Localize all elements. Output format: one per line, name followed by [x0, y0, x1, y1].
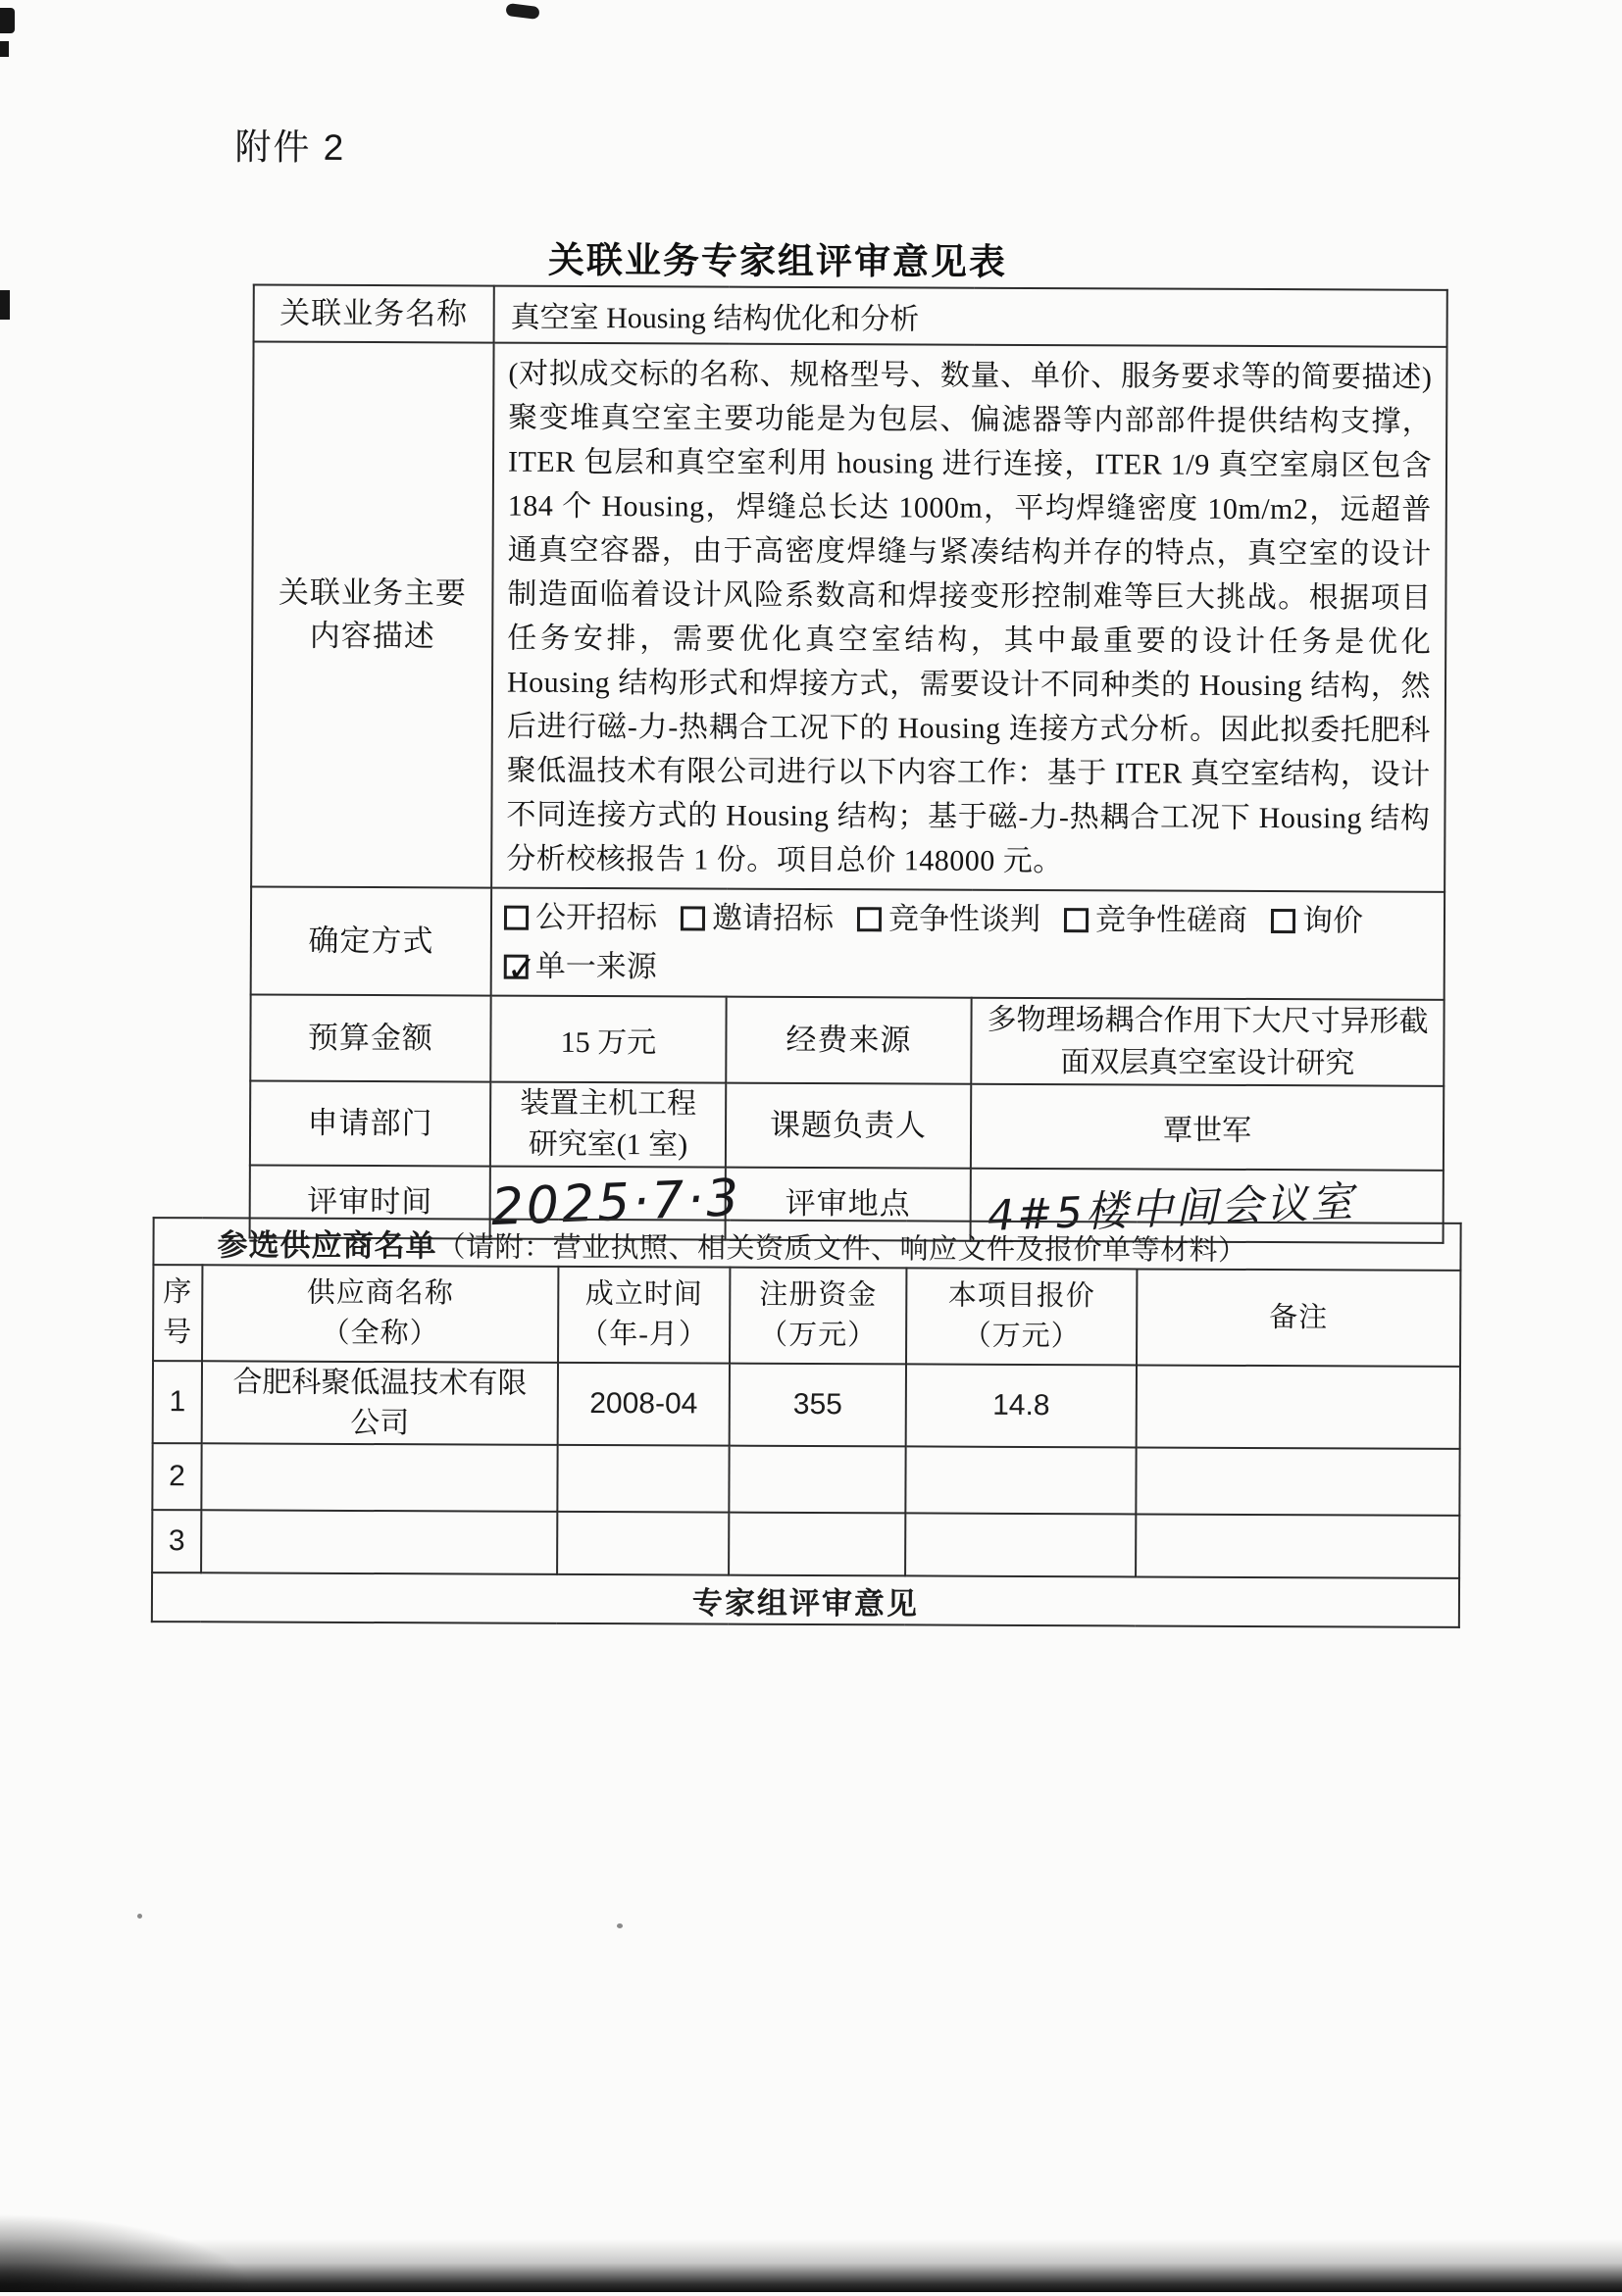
supplier-2-note	[1136, 1447, 1459, 1515]
supplier-row-2	[152, 1443, 1459, 1516]
supplier-2-quote	[905, 1446, 1136, 1514]
handwritten-location: 4#5楼中间会议室	[987, 1176, 1357, 1241]
supplier-2-name	[201, 1443, 557, 1512]
supplier-row-1	[153, 1361, 1460, 1449]
supplier-1-name: 合肥科聚低温技术有限公司	[202, 1361, 558, 1445]
leader-value: 覃世军	[971, 1084, 1444, 1171]
checkbox-inquiry-icon	[1271, 909, 1295, 933]
row-budget-funding	[250, 995, 1444, 1086]
supplier-1-note	[1137, 1365, 1460, 1448]
suppliers-section-header	[153, 1218, 1460, 1271]
option-single-source-label: 单一来源	[534, 948, 657, 984]
option-competitive-negotiation	[857, 901, 1040, 936]
supplier-1-no: 1	[153, 1361, 202, 1443]
option-open-tender	[504, 900, 657, 935]
col-header-quote: 本项目报价 （万元）	[906, 1268, 1137, 1365]
review-place-label: 评审地点	[726, 1168, 971, 1241]
description-label: 关联业务主要 内容描述	[251, 342, 493, 888]
supplier-1-founded: 2008-04	[558, 1363, 730, 1446]
opinion-title: 专家组评审意见	[152, 1572, 1459, 1627]
supplier-3-founded	[557, 1512, 729, 1575]
checkbox-open-tender-icon	[504, 906, 529, 930]
scan-artifact-top-left-1	[0, 8, 15, 33]
option-inquiry-label: 询价	[1301, 903, 1364, 938]
supplier-1-quote: 14.8	[906, 1364, 1137, 1447]
col-header-no: 序 号	[153, 1265, 202, 1361]
supplier-3-quote	[905, 1513, 1136, 1576]
option-competitive-consultation-label: 竞争性磋商	[1094, 902, 1248, 937]
supplier-row-3	[152, 1510, 1459, 1578]
review-time-label: 评审时间	[250, 1166, 490, 1239]
department-label: 申请部门	[250, 1081, 490, 1167]
supplier-1-capital: 355	[730, 1364, 906, 1447]
method-label: 确定方式	[251, 887, 491, 996]
opinion-header-row	[152, 1572, 1459, 1627]
supplier-3-capital	[729, 1513, 905, 1576]
budget-value: 15 万元	[490, 996, 726, 1083]
supplier-2-capital	[729, 1446, 905, 1514]
scan-artifact-left-edge	[0, 290, 10, 320]
business-name-value: 真空室 Housing 结构优化和分析	[494, 286, 1447, 347]
col-header-note: 备注	[1137, 1269, 1460, 1366]
scan-speck-1	[137, 1914, 142, 1919]
method-options-group	[491, 888, 1445, 1000]
suppliers-section-header-row	[153, 1218, 1460, 1271]
supplier-3-no: 3	[152, 1510, 201, 1572]
option-invited-tender	[681, 900, 834, 935]
option-single-source	[504, 949, 657, 984]
col-header-founded: 成立时间 （年-月）	[558, 1267, 730, 1364]
option-competitive-consultation	[1064, 902, 1247, 937]
suppliers-section-note: （请附：营业执照、相关资质文件、响应文件及报价单等材料）	[436, 1230, 1247, 1267]
handwritten-date: 2025·7·3	[489, 1169, 743, 1238]
checkbox-competitive-consultation-icon	[1064, 908, 1089, 932]
attachment-label: 附件 2	[234, 126, 346, 168]
checkbox-invited-tender-icon	[681, 906, 705, 930]
option-open-tender-label: 公开招标	[534, 899, 658, 935]
description-value: (对拟成交标的名称、规格型号、数量、单价、服务要求等的简要描述)聚变堆真空室主要功能是为包层、偏滤器等内部部件提供结构支撑，ITER 包层和真空室利用 housing 进行连接，ITER 1/9 真空室扇区包含 184 个 Housing，焊缝总长达 1000m，平均焊缝密度 10m/m2，远超普通真空容器，由于高密度焊缝与紧凑结构并存的特点，真空室的设计制造面临着设计风险系数高和焊接变形控制难等巨大挑战。根据项目任务安排，需要优化真空室结构，其中最重要的设计任务是优化 Housing 结构形式和焊接方式，需要设计不同种类的 Housing 结构，然后进行磁-力-热耦合工况下的 Housing 连接方式分析。因此拟委托肥科聚低温技术有限公司进行以下内容工作：基于 ITER 真空室结构，设计不同连接方式的 Housing 结构；基于磁-力-热耦合工况下 Housing 结构分析校核报告 1 份。项目总价 148000 元。	[491, 343, 1446, 892]
page-title: 关联业务专家组评审意见表	[547, 239, 1008, 282]
checkbox-single-source-checked-icon	[504, 955, 529, 979]
scan-shadow-bottom-left	[0, 2214, 255, 2292]
suppliers-section-title: 参选供应商名单	[217, 1226, 437, 1263]
row-department-leader	[250, 1081, 1444, 1171]
option-inquiry	[1271, 903, 1363, 937]
department-value: 装置主机工程 研究室(1 室)	[490, 1082, 726, 1168]
suppliers-column-header-row	[153, 1265, 1460, 1367]
checkbox-competitive-negotiation-icon	[857, 907, 882, 931]
option-competitive-negotiation-label: 竞争性谈判	[887, 901, 1041, 937]
row-business-name	[254, 285, 1447, 347]
col-header-capital: 注册资金 （万元）	[730, 1268, 906, 1365]
scan-artifact-top-left-2	[0, 41, 9, 57]
funding-value: 多物理场耦合作用下大尺寸异形截面双层真空室设计研究	[971, 998, 1444, 1086]
supplier-2-founded	[557, 1445, 729, 1513]
suppliers-table	[151, 1217, 1462, 1628]
option-invited-tender-label: 邀请招标	[711, 900, 835, 936]
row-method	[251, 887, 1445, 1000]
funding-label: 经费来源	[726, 997, 971, 1084]
review-form-table	[249, 284, 1448, 1244]
budget-label: 预算金额	[250, 995, 490, 1082]
leader-label: 课题负责人	[726, 1083, 971, 1169]
supplier-3-note	[1136, 1514, 1459, 1577]
supplier-2-no: 2	[152, 1443, 201, 1510]
scan-speck-2	[617, 1923, 623, 1928]
business-name-label: 关联业务名称	[254, 285, 494, 343]
col-header-name: 供应商名称 （全称）	[202, 1265, 558, 1363]
row-description	[251, 342, 1446, 892]
supplier-3-name	[201, 1510, 557, 1574]
